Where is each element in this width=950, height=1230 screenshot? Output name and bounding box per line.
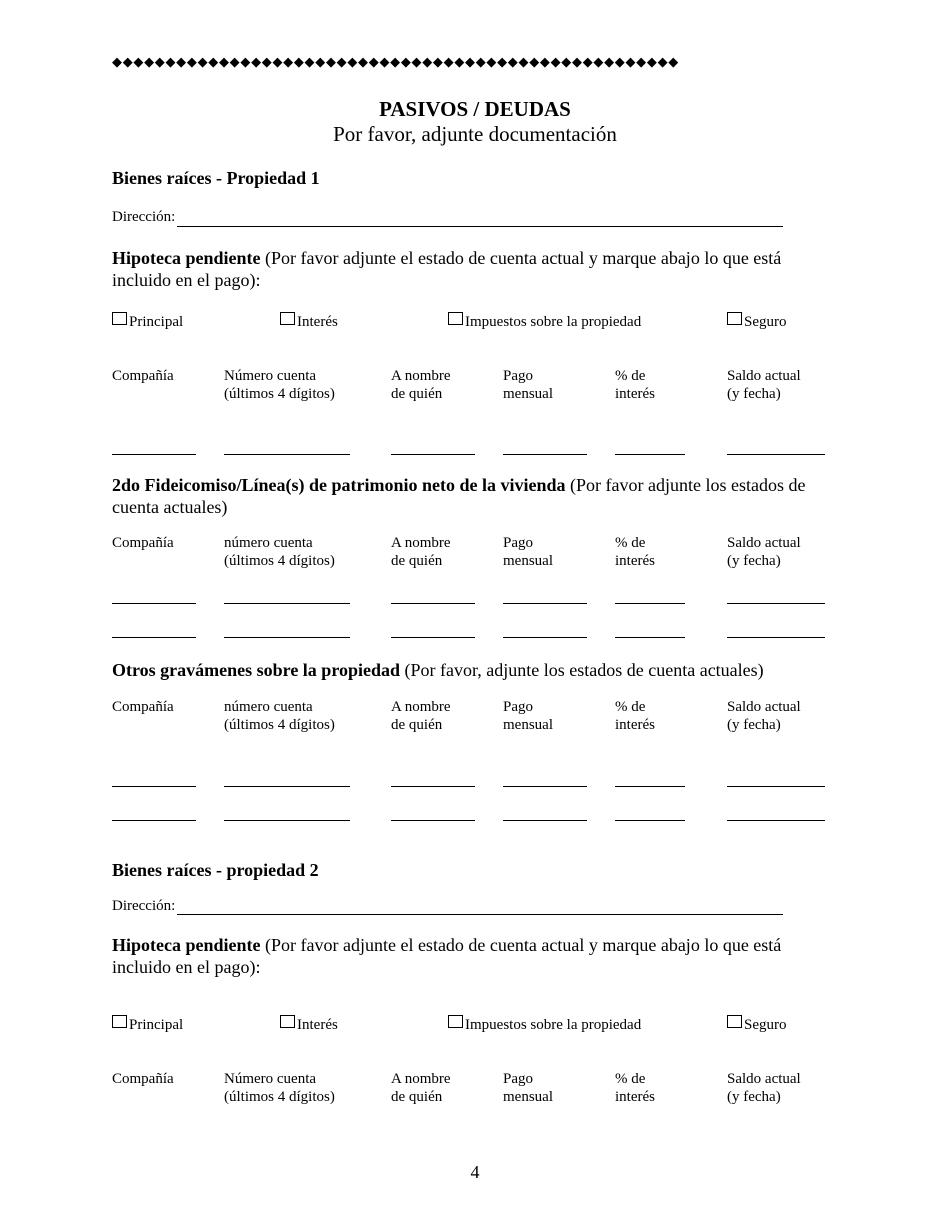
- blank-field[interactable]: [615, 820, 685, 821]
- property1-checkbox-insurance[interactable]: [727, 312, 787, 331]
- checkbox-label: Interés: [297, 314, 338, 330]
- blank-field[interactable]: [727, 603, 825, 604]
- checkbox-icon[interactable]: [727, 1015, 742, 1028]
- second-trust-note: (Por favor adjunte los estados de cuenta actuales): [112, 475, 806, 517]
- blank-field[interactable]: [112, 454, 196, 455]
- blank-field[interactable]: [503, 820, 587, 821]
- checkbox-label: Interés: [297, 1017, 338, 1033]
- property2-mortgage-note: (Por favor adjunte el estado de cuenta actual y marque abajo lo que está incluido en el pago):: [112, 935, 782, 977]
- checkbox-icon[interactable]: [280, 1015, 295, 1028]
- col-balance: Saldo actual (y fecha): [727, 1071, 801, 1105]
- blank-field[interactable]: [112, 820, 196, 821]
- property2-address-label: Dirección:: [112, 898, 176, 914]
- blank-field[interactable]: [503, 786, 587, 787]
- other-liens-paragraph: [112, 659, 837, 681]
- property2-checkbox-insurance[interactable]: [727, 1015, 787, 1034]
- checkbox-icon[interactable]: [448, 312, 463, 325]
- blank-field[interactable]: [112, 603, 196, 604]
- blank-field[interactable]: [391, 820, 475, 821]
- other-liens-note: (Por favor, adjunte los estados de cuenta actuales): [400, 660, 764, 680]
- checkbox-icon[interactable]: [112, 1015, 127, 1028]
- col-payment: Pago mensual: [503, 368, 553, 402]
- blank-field[interactable]: [727, 637, 825, 638]
- col-balance: Saldo actual (y fecha): [727, 699, 801, 733]
- property1-address-field[interactable]: [177, 226, 783, 227]
- col-owner: A nombre de quién: [391, 535, 451, 569]
- col-company: Compañía: [112, 368, 174, 384]
- col-account: Número cuenta (últimos 4 dígitos): [224, 1071, 335, 1105]
- col-payment: Pago mensual: [503, 535, 553, 569]
- blank-field[interactable]: [224, 820, 350, 821]
- checkbox-icon[interactable]: [112, 312, 127, 325]
- col-owner: A nombre de quién: [391, 368, 451, 402]
- property1-address-label: Dirección:: [112, 209, 176, 225]
- col-owner: A nombre de quién: [391, 1071, 451, 1105]
- second-trust-paragraph: [112, 474, 837, 518]
- checkbox-icon[interactable]: [280, 312, 295, 325]
- col-company: Compañía: [112, 699, 174, 715]
- col-balance: Saldo actual (y fecha): [727, 368, 801, 402]
- blank-field[interactable]: [503, 637, 587, 638]
- blank-field[interactable]: [391, 637, 475, 638]
- property2-heading: Bienes raíces - propiedad 2: [112, 860, 319, 880]
- decorative-diamond-rule: ◆◆◆◆◆◆◆◆◆◆◆◆◆◆◆◆◆◆◆◆◆◆◆◆◆◆◆◆◆◆◆◆◆◆◆◆◆◆◆◆◆◆◆◆◆◆◆◆◆◆◆◆◆: [112, 54, 679, 69]
- page-number: 4: [470, 1162, 480, 1182]
- property2-mortgage-paragraph: [112, 934, 837, 978]
- property2-address-field[interactable]: [177, 914, 783, 915]
- blank-field[interactable]: [224, 786, 350, 787]
- page-title: PASIVOS / DEUDAS: [379, 97, 571, 121]
- col-company: Compañía: [112, 1071, 174, 1087]
- col-balance: Saldo actual (y fecha): [727, 535, 801, 569]
- checkbox-icon[interactable]: [448, 1015, 463, 1028]
- blank-field[interactable]: [503, 603, 587, 604]
- col-company: Compañía: [112, 535, 174, 551]
- blank-field[interactable]: [727, 454, 825, 455]
- blank-field[interactable]: [615, 603, 685, 604]
- checkbox-label: Principal: [129, 314, 184, 330]
- blank-field[interactable]: [391, 454, 475, 455]
- property2-checkbox-interest[interactable]: [280, 1015, 338, 1034]
- blank-field[interactable]: [615, 454, 685, 455]
- blank-field[interactable]: [391, 786, 475, 787]
- checkbox-label: Principal: [129, 1017, 184, 1033]
- checkbox-label: Impuestos sobre la propiedad: [465, 1017, 642, 1033]
- blank-field[interactable]: [112, 637, 196, 638]
- col-rate: % de interés: [615, 535, 655, 569]
- blank-field[interactable]: [615, 786, 685, 787]
- checkbox-label: Impuestos sobre la propiedad: [465, 314, 642, 330]
- col-payment: Pago mensual: [503, 1071, 553, 1105]
- property1-checkbox-interest[interactable]: [280, 312, 338, 331]
- property2-mortgage-title: Hipoteca pendiente: [112, 935, 261, 955]
- blank-field[interactable]: [615, 637, 685, 638]
- col-rate: % de interés: [615, 368, 655, 402]
- blank-field[interactable]: [224, 637, 350, 638]
- blank-field[interactable]: [391, 603, 475, 604]
- blank-field[interactable]: [727, 786, 825, 787]
- property2-checkbox-taxes[interactable]: [448, 1015, 641, 1034]
- col-owner: A nombre de quién: [391, 699, 451, 733]
- blank-field[interactable]: [112, 786, 196, 787]
- col-account: Número cuenta (últimos 4 dígitos): [224, 368, 335, 402]
- col-rate: % de interés: [615, 699, 655, 733]
- second-trust-title: 2do Fideicomiso/Línea(s) de patrimonio neto de la vivienda: [112, 475, 566, 495]
- col-account: número cuenta (últimos 4 dígitos): [224, 535, 335, 569]
- blank-field[interactable]: [224, 454, 350, 455]
- property1-heading: Bienes raíces - Propiedad 1: [112, 168, 320, 188]
- col-payment: Pago mensual: [503, 699, 553, 733]
- property1-mortgage-title: Hipoteca pendiente: [112, 248, 261, 268]
- checkbox-icon[interactable]: [727, 312, 742, 325]
- page-subtitle: Por favor, adjunte documentación: [333, 122, 617, 146]
- checkbox-label: Seguro: [744, 1017, 787, 1033]
- blank-field[interactable]: [503, 454, 587, 455]
- property1-checkbox-taxes[interactable]: [448, 312, 641, 331]
- checkbox-label: Seguro: [744, 314, 787, 330]
- blank-field[interactable]: [224, 603, 350, 604]
- property1-checkbox-principal[interactable]: [112, 312, 183, 331]
- col-rate: % de interés: [615, 1071, 655, 1105]
- property1-mortgage-paragraph: [112, 247, 837, 291]
- other-liens-title: Otros gravámenes sobre la propiedad: [112, 660, 401, 680]
- property1-mortgage-note: (Por favor adjunte el estado de cuenta actual y marque abajo lo que está incluido en el pago):: [112, 248, 782, 290]
- col-account: número cuenta (últimos 4 dígitos): [224, 699, 335, 733]
- property2-checkbox-principal[interactable]: [112, 1015, 183, 1034]
- blank-field[interactable]: [727, 820, 825, 821]
